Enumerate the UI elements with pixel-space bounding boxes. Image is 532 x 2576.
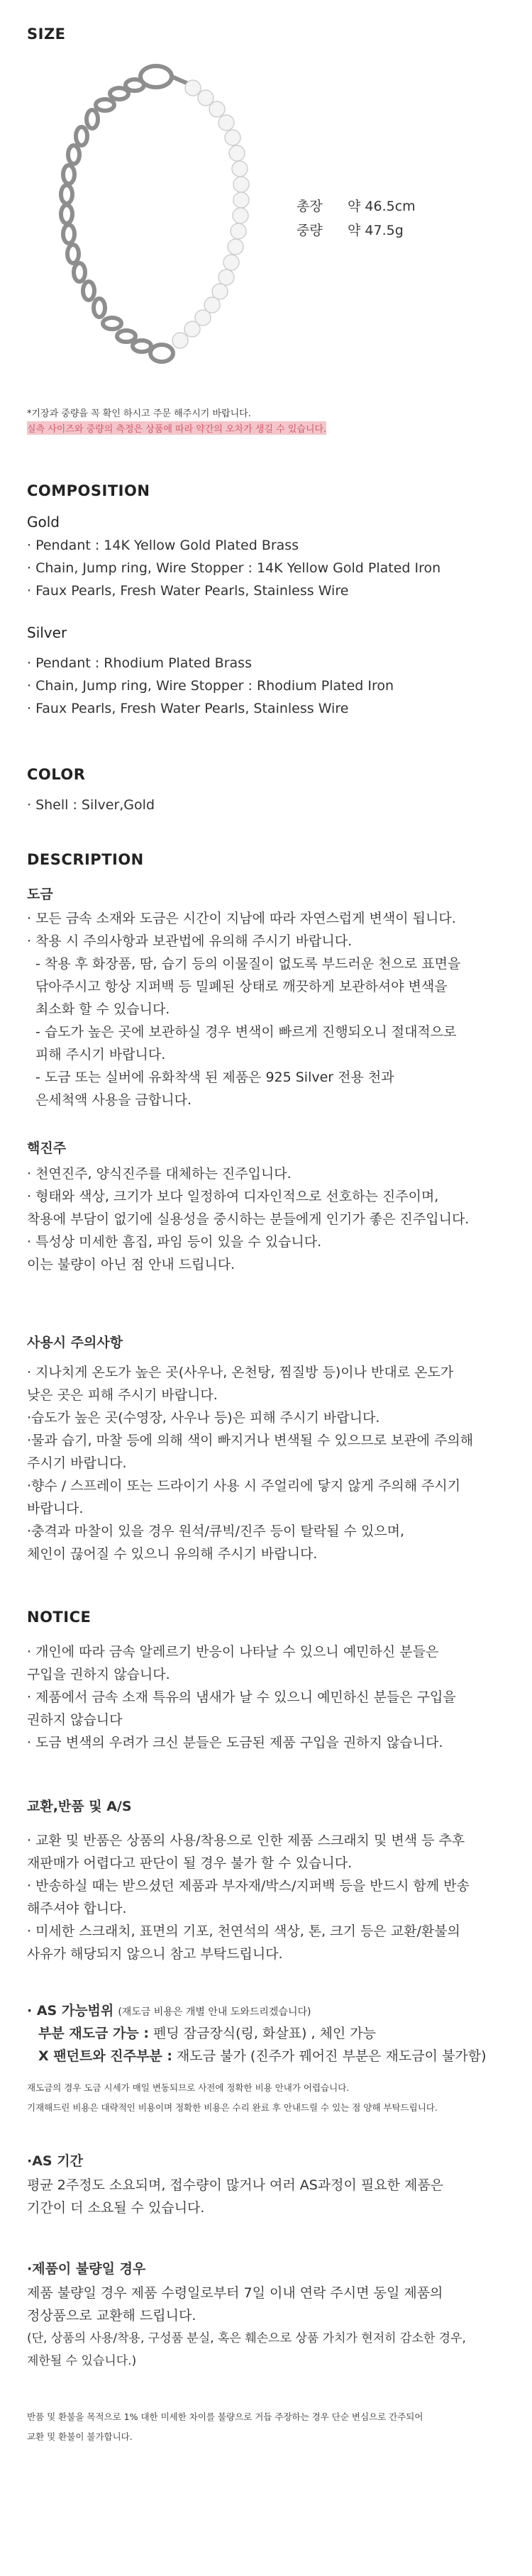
weight-value: 약 47.5g	[348, 223, 404, 238]
defect-title: ·제품이 불량일 경우	[27, 2261, 146, 2277]
length-value: 약 46.5cm	[348, 199, 416, 214]
color-title: COLOR	[27, 766, 86, 783]
caution-line: · 지나치게 온도가 높은 곳(사우나, 온천탕, 찜질방 등)이나 반대로 온도가	[27, 1365, 454, 1380]
caution-line: 체인이 끊어질 수 있으니 유의해 주시기 바랍니다.	[27, 1546, 318, 1562]
exchange-line: 해주셔야 합니다.	[27, 1901, 127, 1916]
plating-line: · 착용 시 주의사항과 보관법에 유의해 주시기 바랍니다.	[27, 933, 353, 949]
pearl-line: · 특성상 미세한 흠집, 파임 등이 있을 수 있습니다.	[27, 1234, 322, 1250]
plating-line: - 도금 또는 실버에 유화착색 된 제품은 925 Silver 전용 천과	[35, 1070, 394, 1085]
exchange-line: 사유가 해당되지 않으니 참고 부탁드립니다.	[27, 1946, 283, 1962]
exchange-line: · 교환 및 반품은 상품의 사용/착용으로 인한 제품 스크래치 및 변색 등 추후	[27, 1833, 465, 1848]
plating-title: 도금	[27, 887, 53, 902]
defect-line: 제한될 수 있습니다.)	[27, 2354, 137, 2368]
caution-line: 주시기 바랍니다.	[27, 1455, 127, 1471]
as-period-line: 기간이 더 소요될 수 있습니다.	[27, 2200, 205, 2216]
notice-line: · 제품에서 금속 소재 특유의 냄새가 날 수 있으니 예민하신 분들은 구입을	[27, 1689, 456, 1705]
plating-line: 최소화 할 수 있습니다.	[35, 1001, 170, 1017]
final-note: 교환 및 환불이 불가합니다.	[27, 2431, 133, 2442]
plating-line: 피해 주시기 바랍니다.	[35, 1047, 166, 1062]
caution-line: 바랍니다.	[27, 1501, 84, 1516]
silver-title: Silver	[27, 624, 67, 641]
exchange-title: 교환,반품 및 A/S	[27, 1799, 132, 1814]
as-small-note: 기재해드린 비용은 대략적인 비용이며 정확한 비용은 수리 완료 후 안내드릴 수 있는 점 양해 부탁드립니다.	[27, 2102, 438, 2113]
exchange-line: 재판매가 어렵다고 판단이 될 경우 불가 할 수 있습니다.	[27, 1855, 353, 1871]
silver-item: · Faux Pearls, Fresh Water Pearls, Stainless Wire	[27, 701, 349, 716]
description-title: DESCRIPTION	[27, 851, 144, 868]
gold-title: Gold	[27, 513, 60, 531]
plating-line: - 착용 후 화장품, 땀, 습기 등의 이물질이 없도록 부드러운 천으로 표면을	[35, 956, 461, 972]
gold-item: · Chain, Jump ring, Wire Stopper : 14K Yellow Gold Plated Iron	[27, 560, 441, 576]
as-period-title: ·AS 기간	[27, 2153, 83, 2169]
size-title: SIZE	[27, 26, 66, 43]
caution-line: 낮은 곳은 피해 주시기 바랍니다.	[27, 1387, 218, 1403]
size-warning: 실측 사이즈와 중량의 측정은 상품에 따라 약간의 오차가 생길 수 있습니다.	[27, 421, 326, 435]
weight-label: 중량	[297, 223, 323, 238]
notice-line: 권하지 않습니다	[27, 1712, 123, 1728]
defect-line: 제품 불량일 경우 제품 수령일로부터 7일 이내 연락 주시면 동일 제품의	[27, 2285, 443, 2301]
silver-item: · Chain, Jump ring, Wire Stopper : Rhodium Plated Iron	[27, 678, 394, 694]
as-range	[27, 2000, 311, 2019]
as-partial-label: 부분 재도금 가능 :	[38, 2026, 149, 2041]
as-no-value: 재도금 불가 (진주가 꿰어진 부분은 재도금이 불가함)	[176, 2048, 487, 2064]
pearl-line: · 형태와 색상, 크기가 보다 일정하여 디자인적으로 선호하는 진주이며,	[27, 1189, 439, 1204]
necklace-image	[50, 64, 255, 376]
as-range-note: (재도금 비용은 개별 안내 도와드리겠습니다)	[118, 2006, 311, 2018]
caution-line: ·향수 / 스프레이 또는 드라이기 사용 시 주얼리에 닿지 않게 주의해 주시기	[27, 1478, 461, 1494]
as-period-line: 평균 2주정도 소요되며, 접수량이 많거나 여러 AS과정이 필요한 제품은	[27, 2177, 444, 2193]
composition-title: COMPOSITION	[27, 482, 150, 499]
gold-item: · Pendant : 14K Yellow Gold Plated Brass	[27, 538, 299, 553]
notice-line: · 개인에 따라 금속 알레르기 반응이 나타날 수 있으니 예민하신 분들은	[27, 1644, 439, 1660]
as-partial	[38, 2023, 376, 2042]
notice-line: 구입을 권하지 않습니다.	[27, 1667, 170, 1682]
final-note: 반품 및 환불을 목적으로 1% 대한 미세한 차이를 불량으로 거듭 주장하는 경우 단순 변심으로 간주되어	[27, 2411, 423, 2422]
caution-line: ·충격과 마찰이 있을 경우 원석/큐빅/진주 등이 탈락될 수 있으며,	[27, 1523, 405, 1539]
pearl-line: 이는 불량이 아닌 점 안내 드립니다.	[27, 1257, 235, 1272]
pearl-line: · 천연진주, 양식진주를 대체하는 진주입니다.	[27, 1166, 292, 1182]
caution-line: ·물과 습기, 마찰 등에 의해 색이 빠지거나 변색될 수 있으므로 보관에 주의해	[27, 1433, 474, 1448]
as-small-note: 재도금의 경우 도금 시세가 매일 변동되므로 사전에 정확한 비용 안내가 어렵습니다.	[27, 2082, 350, 2093]
pearl-title: 핵진주	[27, 1140, 67, 1156]
silver-item: · Pendant : Rhodium Plated Brass	[27, 655, 252, 671]
plating-line: · 모든 금속 소재와 도금은 시간이 지남에 따라 자연스럽게 변색이 됩니다.	[27, 911, 456, 926]
as-range-title: · AS 가능범위	[27, 2003, 114, 2019]
as-no	[38, 2045, 486, 2065]
exchange-line: · 반송하실 때는 받으셨던 제품과 부자재/박스/지퍼백 등을 반드시 함께 반송	[27, 1878, 470, 1894]
defect-line: (단, 상품의 사용/착용, 구성품 분실, 혹은 훼손으로 상품 가치가 현저히 감소한 경우,	[27, 2331, 466, 2345]
plating-line: 닦아주시고 항상 지퍼백 등 밀폐된 상태로 깨끗하게 보관하셔야 변색을	[35, 979, 448, 994]
exchange-line: · 미세한 스크래치, 표면의 기포, 천연석의 색상, 톤, 크기 등은 교환/환불의	[27, 1923, 460, 1939]
as-no-label: X 팬던트와 진주부분 :	[38, 2048, 172, 2064]
defect-line: 정상품으로 교환해 드립니다.	[27, 2308, 196, 2324]
plating-line: - 습도가 높은 곳에 보관하실 경우 변색이 빠르게 진행되오니 절대적으로	[35, 1024, 457, 1040]
notice-line: · 도금 변색의 우려가 크신 분들은 도금된 제품 구입을 권하지 않습니다.	[27, 1735, 443, 1750]
as-partial-value: 펜딩 잠금장식(링, 화살표) , 체인 가능	[153, 2026, 377, 2041]
caution-title: 사용시 주의사항	[27, 1335, 123, 1350]
gold-item: · Faux Pearls, Fresh Water Pearls, Stainless Wire	[27, 583, 349, 599]
length-label: 총장	[297, 199, 323, 214]
pearl-line: 착용에 부담이 없기에 실용성을 중시하는 분들에게 인기가 좋은 진주입니다.	[27, 1211, 470, 1227]
notice-title: NOTICE	[27, 1609, 92, 1626]
size-note: *기장과 중량을 꼭 확인 하시고 주문 해주시기 바랍니다.	[27, 409, 251, 419]
plating-line: 은세척액 사용을 금합니다.	[35, 1092, 192, 1108]
color-line: · Shell : Silver,Gold	[27, 797, 155, 813]
caution-line: ·습도가 높은 곳(수영장, 사우나 등)은 피해 주시기 바랍니다.	[27, 1410, 380, 1426]
